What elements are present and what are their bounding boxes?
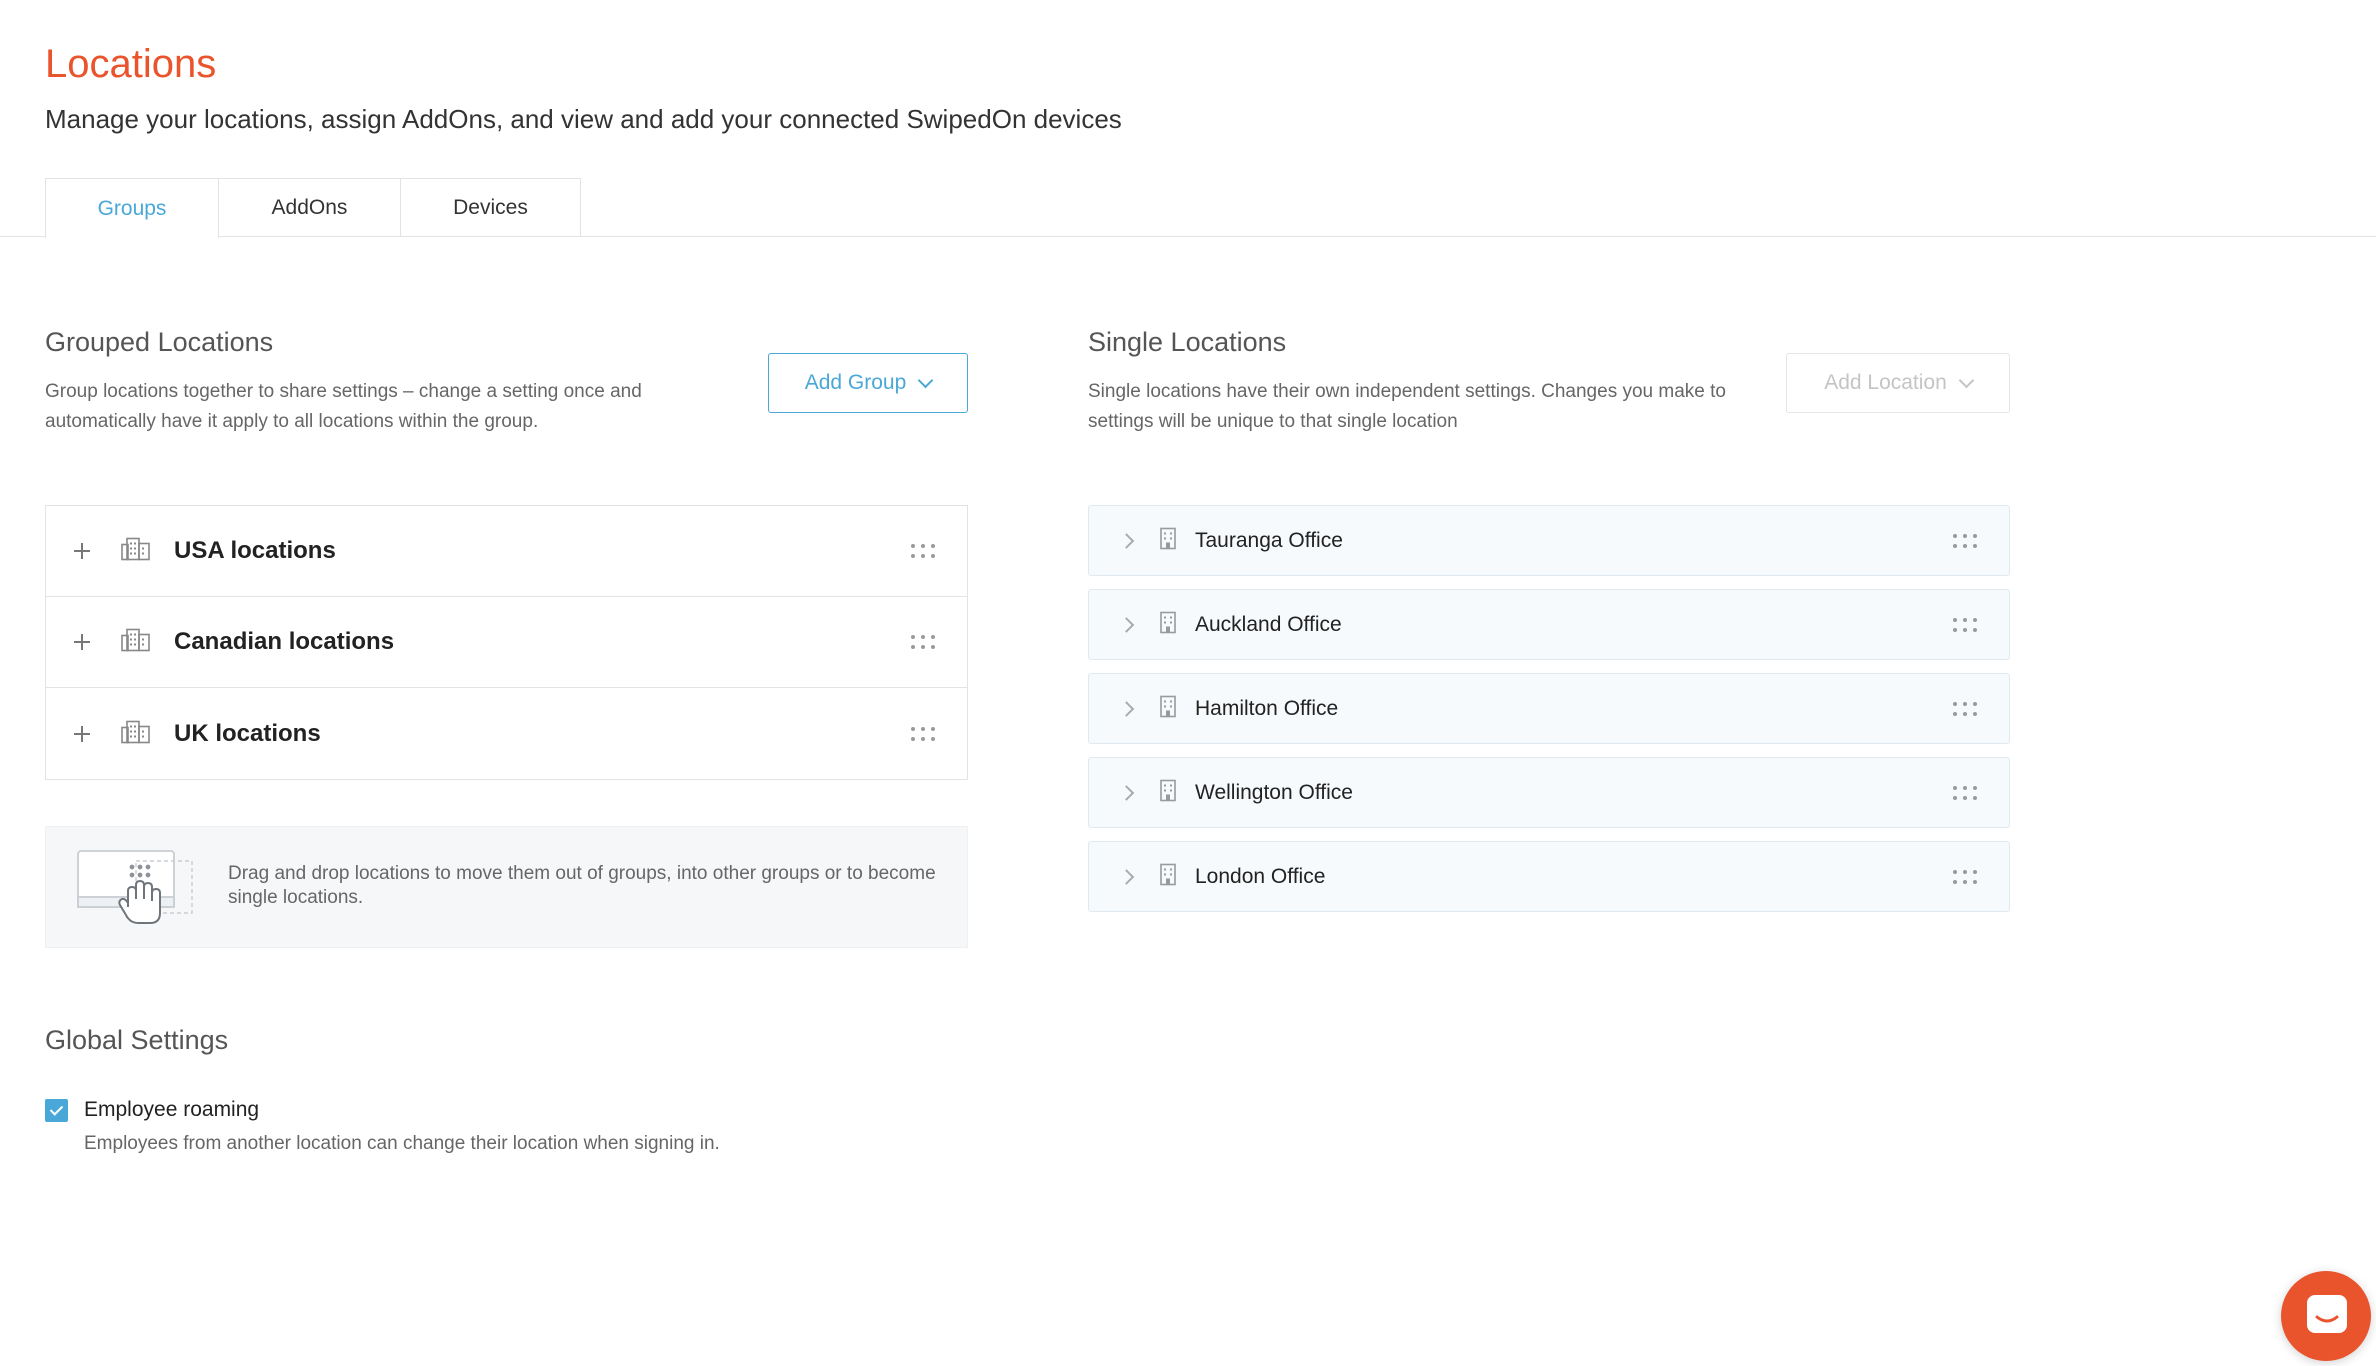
drag-handle-icon[interactable] <box>911 727 935 741</box>
chevron-right-icon[interactable] <box>1119 533 1135 549</box>
add-location-label: Add Location <box>1824 371 1947 394</box>
tab-devices[interactable] <box>400 178 581 236</box>
drag-drop-info-text: Drag and drop locations to move them out of groups, into other groups or to become single locations. <box>228 863 936 908</box>
chat-icon <box>2305 1293 2349 1342</box>
single-location-row[interactable] <box>1088 505 2010 576</box>
building-icon <box>1159 863 1177 890</box>
drag-handle-icon[interactable] <box>1953 870 1977 884</box>
drag-handle-icon[interactable] <box>1953 702 1977 716</box>
chevron-down-icon <box>918 372 934 388</box>
grouped-locations-title: Grouped Locations <box>45 327 274 357</box>
expand-plus-icon[interactable] <box>74 543 90 559</box>
single-location-row[interactable] <box>1088 673 2010 744</box>
drag-handle-icon[interactable] <box>1953 786 1977 800</box>
tab-label: AddOns <box>271 195 348 219</box>
chevron-right-icon[interactable] <box>1119 869 1135 885</box>
group-list <box>45 505 968 780</box>
building-icon <box>1159 695 1177 722</box>
page-title: Locations <box>45 42 217 86</box>
drag-handle-icon[interactable] <box>911 635 935 649</box>
add-location-button[interactable] <box>1786 353 2010 413</box>
drag-handle-icon[interactable] <box>1953 618 1977 632</box>
location-name: Wellington Office <box>1195 780 1353 804</box>
employee-roaming-checkbox[interactable] <box>45 1099 68 1122</box>
drag-drop-info-box <box>45 826 968 948</box>
single-location-row[interactable] <box>1088 589 2010 660</box>
group-name: UK locations <box>174 719 321 747</box>
drag-and-drop-illustration-icon <box>76 847 196 934</box>
expand-plus-icon[interactable] <box>74 726 90 742</box>
tab-addons[interactable] <box>218 178 401 236</box>
chevron-down-icon <box>1959 372 1975 388</box>
location-name: Tauranga Office <box>1195 528 1343 552</box>
group-name: USA locations <box>174 537 336 564</box>
chat-launcher-button[interactable] <box>2281 1271 2371 1361</box>
employee-roaming-label: Employee roaming <box>84 1098 260 1121</box>
chevron-right-icon[interactable] <box>1119 617 1135 633</box>
group-row-usa[interactable] <box>46 506 967 597</box>
tabs-divider <box>0 236 2376 237</box>
location-name: Hamilton Office <box>1195 696 1339 720</box>
single-locations-description: Single locations have their own independent settings. Changes you make to settings will be unique to that single location <box>1088 381 1726 432</box>
global-settings-title: Global Settings <box>45 1025 229 1055</box>
employee-roaming-description: Employees from another location can change their location when signing in. <box>84 1133 720 1154</box>
group-name: Canadian locations <box>174 628 395 655</box>
add-group-label: Add Group <box>804 371 907 394</box>
building-multi-icon <box>121 719 151 748</box>
chevron-right-icon[interactable] <box>1119 701 1135 717</box>
building-icon <box>1159 527 1177 554</box>
tab-label: Devices <box>453 195 528 219</box>
group-row-uk[interactable] <box>46 688 967 779</box>
page-subtitle: Manage your locations, assign AddOns, and view and add your connected SwipedOn devices <box>45 104 1122 134</box>
expand-plus-icon[interactable] <box>74 634 90 650</box>
single-location-row[interactable] <box>1088 841 2010 912</box>
group-row-canada[interactable] <box>46 597 967 688</box>
drag-handle-icon[interactable] <box>1953 534 1977 548</box>
location-name: London Office <box>1195 864 1326 888</box>
tab-label: Groups <box>97 196 167 220</box>
drag-handle-icon[interactable] <box>911 544 935 558</box>
location-name: Auckland Office <box>1195 612 1342 636</box>
building-multi-icon <box>121 628 151 657</box>
building-icon <box>1159 611 1177 638</box>
tab-groups[interactable] <box>45 178 219 238</box>
single-locations-title: Single Locations <box>1088 327 1287 357</box>
chevron-right-icon[interactable] <box>1119 785 1135 801</box>
building-multi-icon <box>121 537 151 566</box>
building-icon <box>1159 779 1177 806</box>
single-location-row[interactable] <box>1088 757 2010 828</box>
grouped-locations-description: Group locations together to share settings – change a setting once and automatically have it apply to all locations within the group. <box>45 381 642 432</box>
add-group-button[interactable] <box>768 353 968 413</box>
